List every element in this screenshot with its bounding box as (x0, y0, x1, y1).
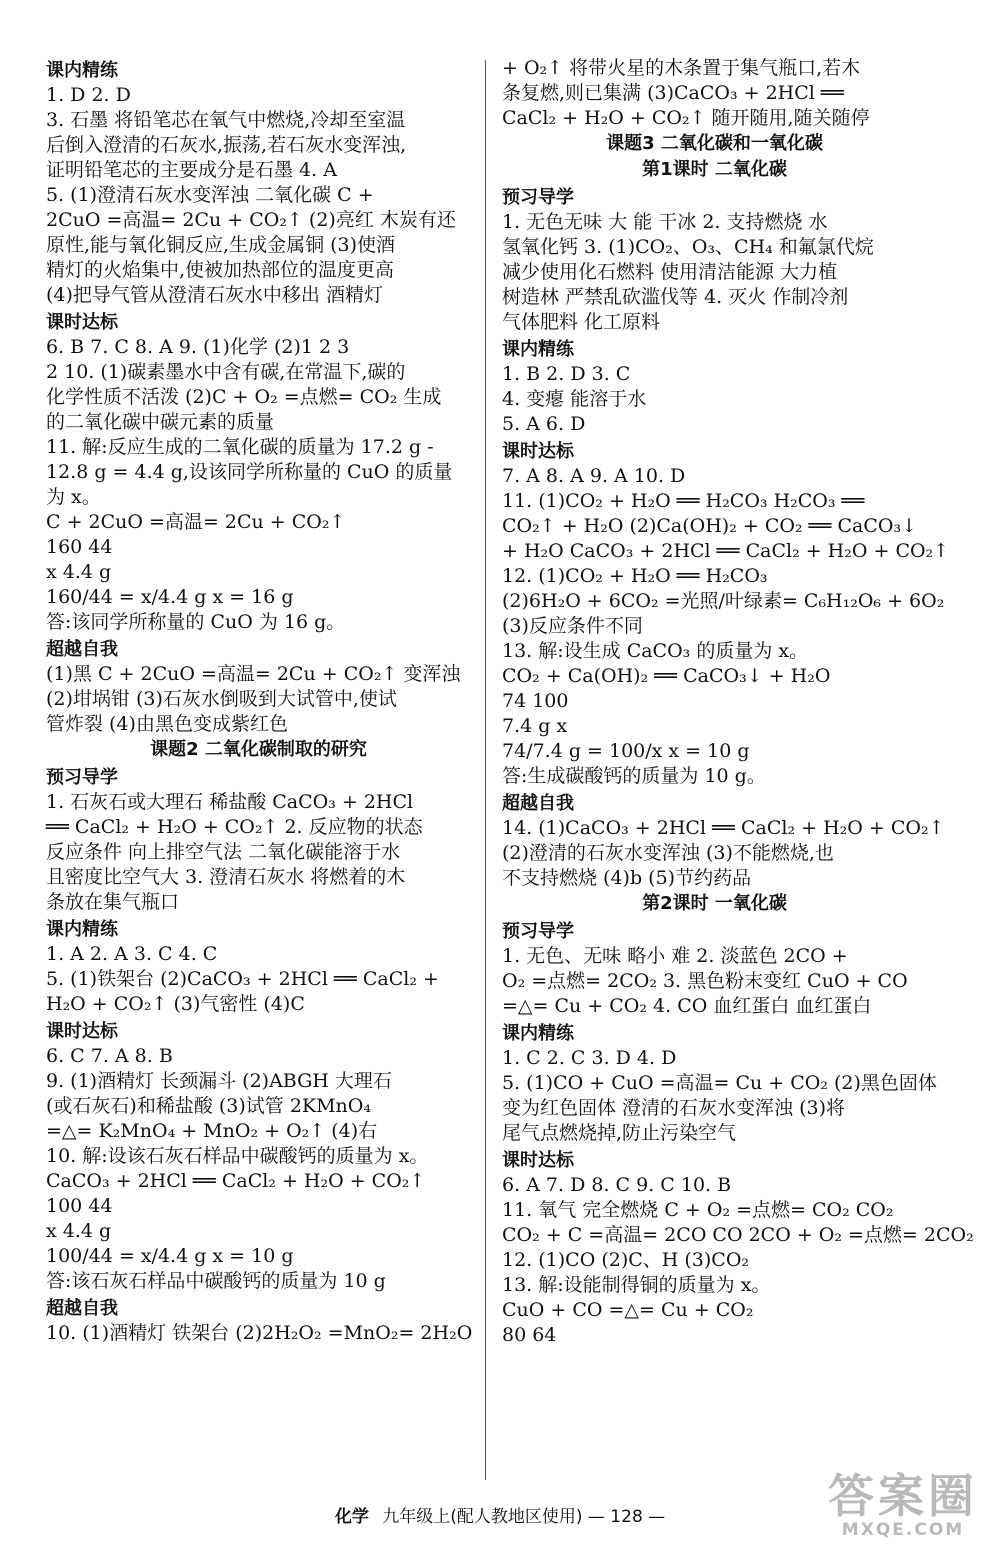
section-heading: 课时达标 (46, 312, 118, 333)
answer-line: 1. A 2. A 3. C 4. C (46, 943, 218, 965)
answer-line: 6. C 7. A 8. B (46, 1045, 173, 1067)
answer-line: 精灯的火焰集中,使被加热部位的温度更高 (46, 259, 395, 281)
answer-line: 13. 解:设能制得铜的质量为 x。 (502, 1274, 771, 1296)
answer-line: (或石灰石)和稀盐酸 (3)试管 2KMnO₄ (46, 1095, 371, 1117)
answer-line: 管炸裂 (4)由黑色变成紫红色 (46, 713, 288, 735)
answer-line: 14. (1)CaCO₃ + 2HCl ══ CaCl₂ + H₂O + CO₂↑ (502, 817, 945, 839)
answer-line: 4. 变瘪 能溶于水 (502, 388, 647, 410)
answer-line: 1. 无色、无味 略小 难 2. 淡蓝色 2CO + (502, 945, 848, 967)
watermark-text: 答案圈 (828, 1469, 978, 1523)
answer-line: 减少使用化石燃料 使用清洁能源 大力植 (502, 261, 838, 283)
answer-line: O₂ =点燃= 2CO₂ 3. 黑色粉末变红 CuO + CO (502, 970, 908, 992)
section-heading: 课时达标 (502, 1150, 574, 1171)
answer-line: =△= K₂MnO₄ + MnO₂ + O₂↑ (4)右 (46, 1120, 378, 1142)
answer-line: 氢氧化钙 3. (1)CO₂、O₃、CH₄ 和氟氯代烷 (502, 236, 874, 258)
answer-line: 1. B 2. D 3. C (502, 363, 631, 385)
section-heading: 预习导学 (502, 921, 574, 942)
answer-line: 6. A 7. D 8. C 9. C 10. B (502, 1174, 732, 1196)
section-heading: 课内精练 (46, 60, 118, 81)
answer-line: 变为红色固体 澄清的石灰水变浑浊 (3)将 (502, 1097, 845, 1119)
answer-line: 13. 解:设生成 CaCO₃ 的质量为 x。 (502, 640, 809, 662)
answer-line: 反应条件 向上排空气法 二氧化碳能溶于水 (46, 841, 401, 863)
answer-line: 100/44 = x/4.4 g x = 10 g (46, 1245, 294, 1267)
answer-line: 5. A 6. D (502, 413, 586, 435)
answer-line: 11. 解:反应生成的二氧化碳的质量为 17.2 g - (46, 436, 434, 458)
section-heading: 预习导学 (502, 187, 574, 208)
answer-line: 10. 解:设该石灰石样品中碳酸钙的质量为 x。 (46, 1145, 429, 1167)
answer-line: 的二氧化碳中碳元素的质量 (46, 411, 275, 433)
left-column (46, 56, 471, 1346)
answer-line: 尾气点燃烧掉,防止污染空气 (502, 1122, 737, 1144)
answer-line: (3)反应条件不同 (502, 615, 643, 637)
answer-line: CuO + CO =△= Cu + CO₂ (502, 1299, 754, 1321)
answer-line: 9. (1)酒精灯 长颈漏斗 (2)ABGH 大理石 (46, 1070, 392, 1092)
answer-line: CO₂ + Ca(OH)₂ ══ CaCO₃↓ + H₂O (502, 665, 831, 687)
footer-grade: 九年级上(配人教地区使用) (382, 1507, 583, 1527)
answer-line: 11. (1)CO₂ + H₂O ══ H₂CO₃ H₂CO₃ ══ (502, 490, 865, 512)
answer-line: CO₂↑ + H₂O (2)Ca(OH)₂ + CO₂ ══ CaCO₃↓ (502, 515, 918, 537)
answer-line: x 4.4 g (46, 1220, 112, 1242)
answer-line: (2)澄清的石灰水变浑浊 (3)不能燃烧,也 (502, 842, 834, 864)
answer-line: 74 100 (502, 690, 569, 712)
answer-line: 5. (1)铁架台 (2)CaCO₃ + 2HCl ══ CaCl₂ + (46, 968, 439, 990)
answer-line: (4)把导气管从澄清石灰水中移出 酒精灯 (46, 284, 383, 306)
answer-line: 12. (1)CO (2)C、H (3)CO₂ (502, 1249, 750, 1271)
answer-line: 1. C 2. C 3. D 4. D (502, 1047, 677, 1069)
footer-page-number: — 128 — (587, 1507, 666, 1527)
answer-line: CO₂ + C =高温= 2CO CO 2CO + O₂ =点燃= 2CO₂ (502, 1224, 974, 1246)
answer-line: 为 x。 (46, 486, 101, 508)
answer-line: 10. (1)酒精灯 铁架台 (2)2H₂O₂ =MnO₂= 2H₂O (46, 1322, 473, 1344)
lesson-title: 课题2 二氧化碳制取的研究 (150, 739, 367, 760)
lesson-title: 第1课时 二氧化碳 (642, 159, 787, 180)
answer-line: 证明铅笔芯的主要成分是石墨 4. A (46, 159, 337, 181)
answer-line: 且密度比空气大 3. 澄清石灰水 将燃着的木 (46, 866, 406, 888)
answer-line: + O₂↑ 将带火星的木条置于集气瓶口,若木 (502, 57, 861, 79)
section-heading: 课内精练 (502, 1023, 574, 1044)
answer-line: (2)6H₂O + 6CO₂ =光照/叶绿素= C₆H₁₂O₆ + 6O₂ (502, 590, 945, 612)
answer-line: 6. B 7. C 8. A 9. (1)化学 (2)1 2 3 (46, 336, 350, 358)
answer-line: + H₂O CaCO₃ + 2HCl ══ CaCl₂ + H₂O + CO₂↑ (502, 540, 950, 562)
answer-line: 12.8 g = 4.4 g,设该同学所称量的 CuO 的质量 (46, 461, 453, 483)
answer-line: CaCl₂ + H₂O + CO₂↑ 随开随用,随关随停 (502, 107, 870, 129)
answer-line: 7. A 8. A 9. A 10. D (502, 465, 686, 487)
answer-line: 树造林 严禁乱砍滥伐等 4. 灭火 作制冷剂 (502, 286, 849, 308)
answer-line: 160/44 = x/4.4 g x = 16 g (46, 586, 294, 608)
answer-line: 5. (1)CO + CuO =高温= Cu + CO₂ (2)黑色固体 (502, 1072, 937, 1094)
column-divider (485, 60, 486, 1480)
section-heading: 课时达标 (502, 441, 574, 462)
section-heading: 课内精练 (46, 919, 118, 940)
answer-line: 答:该石灰石样品中碳酸钙的质量为 10 g (46, 1270, 386, 1292)
answer-line: C + 2CuO =高温= 2Cu + CO₂↑ (46, 511, 346, 533)
footer-subject: 化学 (334, 1507, 369, 1527)
right-column (502, 56, 974, 1348)
answer-line: (1)黑 C + 2CuO =高温= 2Cu + CO₂↑ 变浑浊 (46, 663, 461, 685)
lesson-title: 课题3 二氧化碳和一氧化碳 (606, 133, 823, 154)
answer-line: 1. D 2. D (46, 84, 131, 106)
answer-line: ══ CaCl₂ + H₂O + CO₂↑ 2. 反应物的状态 (46, 816, 423, 838)
answer-line: 化学性质不活泼 (2)C + O₂ =点燃= CO₂ 生成 (46, 386, 442, 408)
answer-line: 条放在集气瓶口 (46, 891, 180, 913)
answer-line: 原性,能与氧化铜反应,生成金属铜 (3)使酒 (46, 234, 396, 256)
section-heading: 超越自我 (46, 1298, 118, 1319)
answer-line: 1. 无色无味 大 能 干冰 2. 支持燃烧 水 (502, 211, 828, 233)
answer-line: 后倒入澄清的石灰水,振荡,若石灰水变浑浊, (46, 134, 407, 156)
section-heading: 预习导学 (46, 767, 118, 788)
section-heading: 超越自我 (502, 793, 574, 814)
answer-line: 1. 石灰石或大理石 稀盐酸 CaCO₃ + 2HCl (46, 791, 414, 813)
section-heading: 课内精练 (502, 339, 574, 360)
answer-line: 74/7.4 g = 100/x x = 10 g (502, 740, 750, 762)
answer-line: 5. (1)澄清石灰水变浑浊 二氧化碳 C + (46, 184, 374, 206)
answer-line: 不支持燃烧 (4)b (5)节约药品 (502, 867, 752, 889)
answer-line: 12. (1)CO₂ + H₂O ══ H₂CO₃ (502, 565, 768, 587)
watermark-logo (828, 1469, 978, 1540)
answer-line: =△= Cu + CO₂ 4. CO 血红蛋白 血红蛋白 (502, 995, 872, 1017)
section-heading: 课时达标 (46, 1021, 118, 1042)
answer-line: 7.4 g x (502, 715, 568, 737)
answer-line: x 4.4 g (46, 561, 112, 583)
answer-line: 答:该同学所称量的 CuO 为 16 g。 (46, 611, 346, 633)
answer-line: 2CuO =高温= 2Cu + CO₂↑ (2)亮红 木炭有还 (46, 209, 456, 231)
answer-line: 3. 石墨 将铅笔芯在氧气中燃烧,冷却至室温 (46, 109, 406, 131)
answer-line: 答:生成碳酸钙的质量为 10 g。 (502, 765, 766, 787)
answer-line: 条复燃,则已集满 (3)CaCO₃ + 2HCl ══ (502, 82, 844, 104)
lesson-title: 第2课时 一氧化碳 (642, 893, 787, 914)
answer-line: 11. 氧气 完全燃烧 C + O₂ =点燃= CO₂ CO₂ (502, 1199, 894, 1221)
answer-line: CaCO₃ + 2HCl ══ CaCl₂ + H₂O + CO₂↑ (46, 1170, 426, 1192)
answer-line: (2)坩埚钳 (3)石灰水倒吸到大试管中,使试 (46, 688, 397, 710)
answer-line: 160 44 (46, 536, 113, 558)
answer-line: H₂O + CO₂↑ (3)气密性 (4)C (46, 993, 305, 1015)
section-heading: 超越自我 (46, 639, 118, 660)
watermark-url: MXQE.COM (841, 1520, 965, 1540)
answer-line: 2 10. (1)碳素墨水中含有碳,在常温下,碳的 (46, 361, 406, 383)
answer-line: 100 44 (46, 1195, 113, 1217)
answer-line: 气体肥料 化工原料 (502, 311, 661, 333)
answer-line: 80 64 (502, 1324, 557, 1346)
